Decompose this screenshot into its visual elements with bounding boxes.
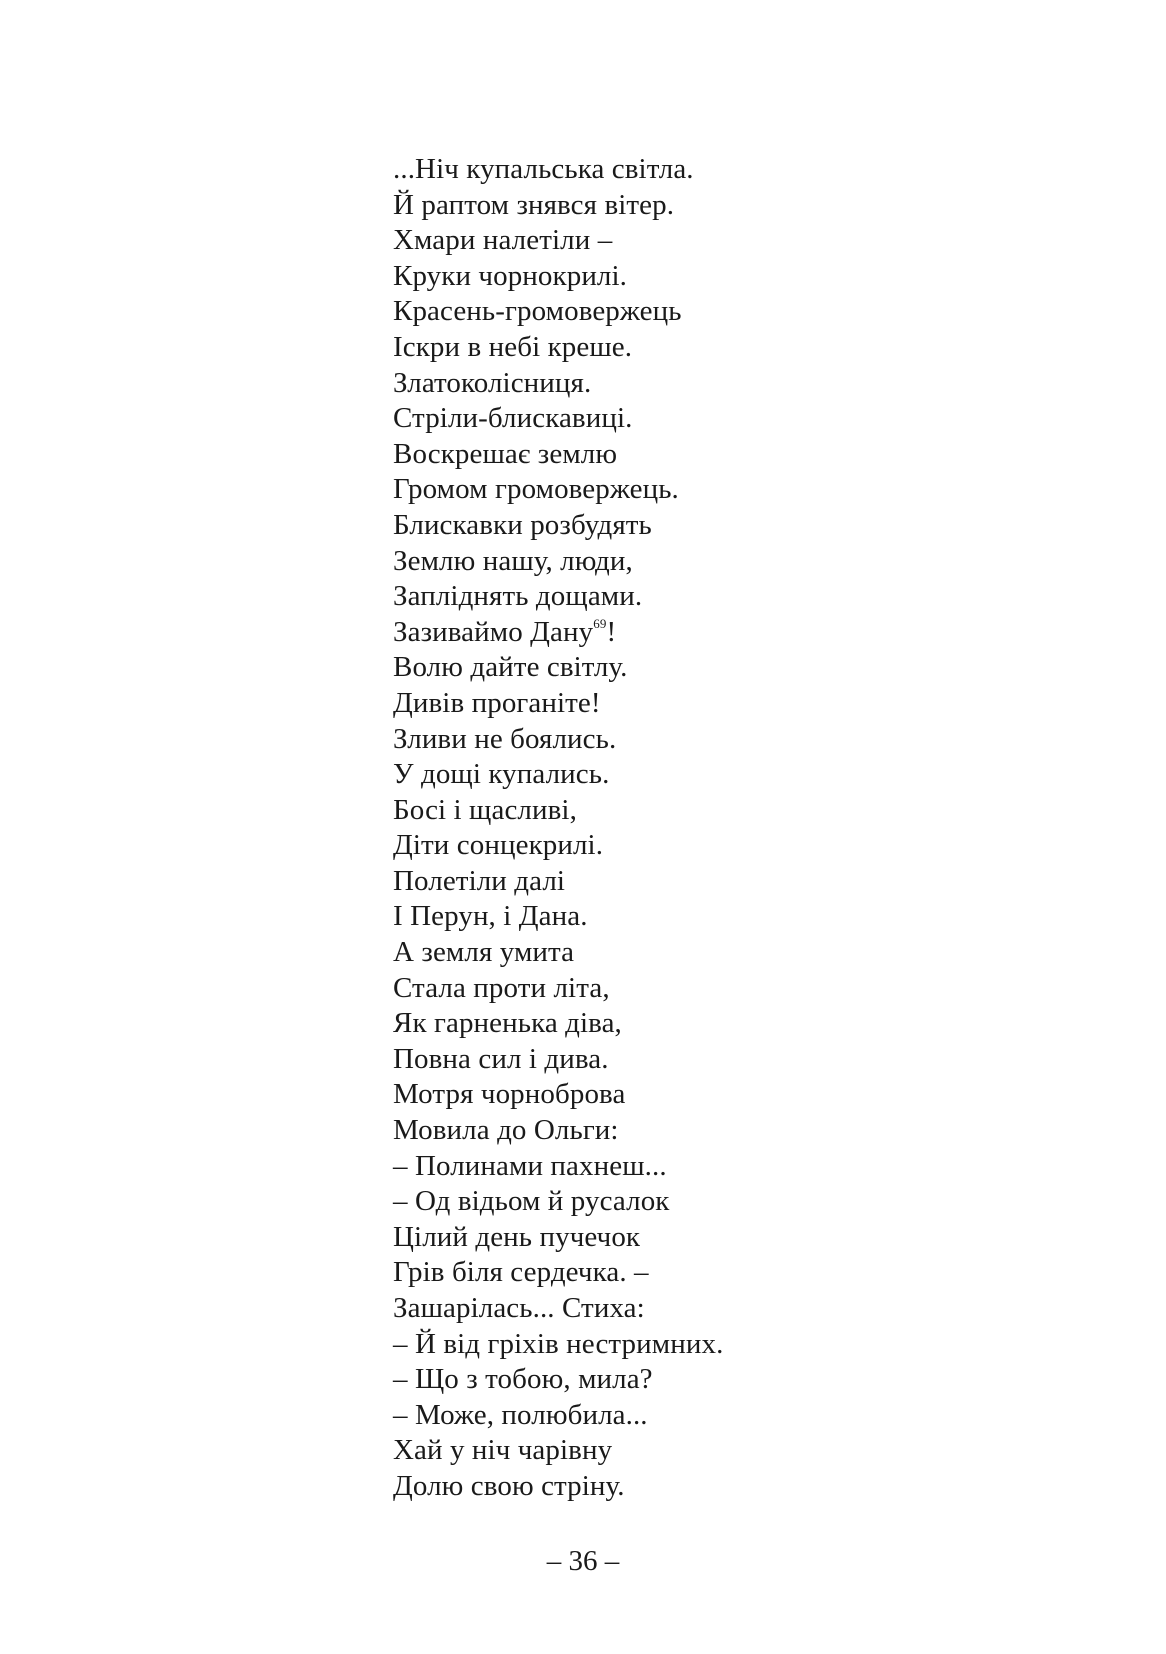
poem-line: Хмари налетіли – [393,224,613,257]
poem-line: У дощі купались. [393,758,610,791]
poem-line: А земля умита [393,936,575,969]
poem-line: Долю свою стріну. [393,1469,625,1502]
poem-line: Іскри в небі креше. [393,330,633,363]
poem-line: ...Ніч купальська світла. [393,153,694,185]
poem-line: Круки чорнокрилі. [393,259,628,292]
poem-line: Блискавки розбудять [393,508,652,541]
poem-line: – Що з тобою, мила? [393,1363,653,1396]
poem-line: І Перун, і Дана. [393,900,588,933]
poem-line: Зашарілась... Стиха: [393,1292,645,1324]
poem-text [393,152,723,1505]
poem-line: Повна сил і дива. [393,1042,609,1075]
poem-line: Босі і щасливі, [393,793,577,826]
poem-line: Хай у ніч чарівну [393,1434,613,1467]
poem-line: Воскрешає землю [393,437,618,470]
poem-line: Грів біля сердечка. – [393,1256,649,1289]
poem-line: Красень-громовержець [393,295,682,328]
poem-line: Зливи не боялись. [393,722,617,755]
footnote-marker: 69 [593,615,607,631]
poem-line: Волю дайте світлу. [393,651,628,684]
poem-line: Запліднять дощами. [393,580,643,613]
poem-line: Землю нашу, люди, [393,544,633,577]
poem-line: – Од відьом й русалок [393,1185,670,1218]
poem-line: Громом громовержець. [393,473,679,506]
poem-line: Дивів проганіте! [393,686,601,719]
poem-line: Стріли-блискавиці. [393,402,633,435]
poem-line: Як гарненька діва, [393,1007,622,1040]
poem-line: – Може, полюбила... [393,1398,648,1431]
page-number: – 36 – [546,1545,620,1577]
poem-line: Мовила до Ольги: [393,1114,619,1147]
poem-line: Й раптом знявся вітер. [393,188,675,221]
poem-line: Полетіли далі [393,864,566,897]
poem-line: Діти сонцекрилі. [393,829,604,862]
poem-line-text: Зазиваймо Дану [393,615,594,648]
poem-line: – Полинами пахнеш... [393,1149,667,1182]
poem-line: – Й від гріхів нестримних. [393,1327,724,1360]
poem-line-with-footnote [393,615,723,651]
poem-line: Златоколісниця. [393,366,592,399]
poem-line-punctuation: ! [606,615,617,648]
poem-line: Мотря чорноброва [393,1078,626,1111]
poem-line: Стала проти літа, [393,971,610,1004]
poem-line: Цілий день пучечок [393,1220,641,1253]
